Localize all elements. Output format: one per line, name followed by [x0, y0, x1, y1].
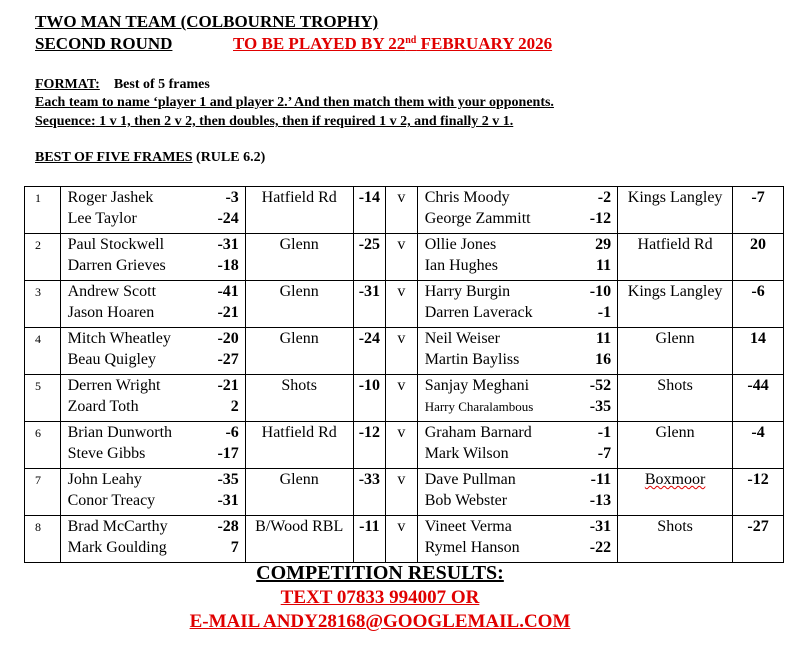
away-player-1-score: -52: [589, 377, 612, 394]
away-total: 14: [733, 328, 784, 375]
away-total: 20: [733, 234, 784, 281]
home-player-1: Paul Stockwell: [67, 236, 165, 253]
away-club-name: Glenn: [655, 330, 695, 347]
match-row: [25, 469, 784, 516]
away-player-1-score: -11: [590, 471, 612, 488]
home-player-1: Andrew Scott: [67, 283, 157, 300]
home-player-1-score: -35: [217, 471, 239, 488]
away-player-1-score: -2: [597, 189, 612, 206]
away-player-1-score: -1: [597, 424, 612, 441]
versus: v: [386, 516, 418, 563]
home-player-1-score: -3: [225, 189, 239, 206]
match-row: [25, 281, 784, 328]
away-club-name: Hatfield Rd: [637, 236, 713, 253]
home-player-2-score: -18: [217, 257, 239, 274]
away-player-1: Vineet Verma: [424, 518, 512, 535]
away-player-2: Darren Laverack: [424, 304, 533, 321]
away-players: [417, 516, 617, 563]
home-club: Shots: [245, 375, 353, 422]
versus: v: [386, 281, 418, 328]
match-number: 3: [25, 281, 61, 328]
home-total: -12: [353, 422, 386, 469]
away-total: -27: [733, 516, 784, 563]
match-row: [25, 234, 784, 281]
home-players: [60, 375, 245, 422]
home-player-2: Steve Gibbs: [67, 445, 146, 462]
away-club: [618, 469, 733, 516]
away-player-2: Martin Bayliss: [424, 351, 520, 368]
home-club: Hatfield Rd: [245, 422, 353, 469]
home-total: -24: [353, 328, 386, 375]
away-total: -6: [733, 281, 784, 328]
away-total: -12: [733, 469, 784, 516]
home-player-2-score: -24: [217, 210, 239, 227]
match-number: 7: [25, 469, 61, 516]
match-number: 4: [25, 328, 61, 375]
home-player-1: John Leahy: [67, 471, 142, 488]
versus: v: [386, 187, 418, 234]
match-number: 8: [25, 516, 61, 563]
away-player-2-score: 16: [595, 351, 612, 368]
text-contact: TEXT 07833 994007 OR: [280, 587, 480, 608]
away-club: [618, 187, 733, 234]
home-players: [60, 187, 245, 234]
away-player-2-score: -12: [589, 210, 612, 227]
away-player-2-score: -35: [589, 398, 612, 415]
home-player-1: Mitch Wheatley: [67, 330, 171, 347]
home-total: -10: [353, 375, 386, 422]
away-player-1-score: -31: [589, 518, 612, 535]
match-number: 6: [25, 422, 61, 469]
away-player-1: Sanjay Meghani: [424, 377, 530, 394]
match-row: [25, 375, 784, 422]
match-number: 1: [25, 187, 61, 234]
home-players: [60, 469, 245, 516]
home-player-2-score: 7: [230, 539, 239, 556]
home-players: [60, 422, 245, 469]
match-row: [25, 516, 784, 563]
home-player-2: Mark Goulding: [67, 539, 167, 556]
away-player-2-score: -1: [597, 304, 612, 321]
sequence-label: Sequence:: [35, 114, 96, 129]
away-player-2-score: 11: [595, 257, 612, 274]
away-player-1-score: 29: [595, 236, 612, 253]
away-players: [417, 281, 617, 328]
home-players: [60, 281, 245, 328]
home-club: Glenn: [245, 234, 353, 281]
home-club: Glenn: [245, 281, 353, 328]
home-player-2-score: -17: [217, 445, 239, 462]
away-club-name: Shots: [657, 518, 693, 535]
home-player-1-score: -20: [217, 330, 239, 347]
away-club: [618, 422, 733, 469]
away-player-2: Bob Webster: [424, 492, 508, 509]
away-club: [618, 281, 733, 328]
rule-line: [35, 150, 265, 166]
home-player-1-score: -21: [217, 377, 239, 394]
home-player-2: Lee Taylor: [67, 210, 137, 227]
away-player-2: Ian Hughes: [424, 257, 498, 274]
format-value: Best of 5 frames: [113, 77, 210, 92]
home-players: [60, 516, 245, 563]
away-players: [417, 375, 617, 422]
away-club: [618, 375, 733, 422]
versus: v: [386, 234, 418, 281]
away-player-2: Harry Charalambous: [424, 399, 534, 414]
away-club-name: Kings Langley: [627, 189, 723, 206]
away-player-2-score: -13: [589, 492, 612, 509]
away-player-2: George Zammitt: [424, 210, 531, 227]
home-player-2: Beau Quigley: [67, 351, 157, 368]
away-total: -44: [733, 375, 784, 422]
format-label: FORMAT:: [35, 77, 100, 92]
away-player-1: Chris Moody: [424, 189, 510, 206]
home-player-2-score: -21: [217, 304, 239, 321]
away-player-1-score: -10: [589, 283, 612, 300]
away-club: [618, 516, 733, 563]
away-player-1: Dave Pullman: [424, 471, 516, 488]
away-club-name: Glenn: [655, 424, 695, 441]
versus: v: [386, 469, 418, 516]
sequence-value: 1 v 1, then 2 v 2, then doubles, then if required 1 v 2, and finally 2 v 1.: [95, 114, 514, 129]
away-club-name: Shots: [657, 377, 693, 394]
home-player-2-score: 2: [230, 398, 239, 415]
home-club: Glenn: [245, 469, 353, 516]
versus: v: [386, 375, 418, 422]
versus: v: [386, 422, 418, 469]
home-players: [60, 234, 245, 281]
home-player-2-score: -31: [217, 492, 239, 509]
away-player-1: Harry Burgin: [424, 283, 511, 300]
away-player-1: Neil Weiser: [424, 330, 500, 347]
away-player-2-score: -7: [597, 445, 612, 462]
deadline-suffix: nd: [405, 35, 417, 46]
home-players: [60, 328, 245, 375]
away-players: [417, 469, 617, 516]
home-player-1: Derren Wright: [67, 377, 161, 394]
match-number: 5: [25, 375, 61, 422]
home-player-1-score: -31: [217, 236, 239, 253]
format-line: [35, 77, 210, 93]
home-total: -14: [353, 187, 386, 234]
away-club-name: Kings Langley: [627, 283, 723, 300]
home-player-2: Zoard Toth: [67, 398, 139, 415]
away-player-2: Rymel Hanson: [424, 539, 520, 556]
away-players: [417, 234, 617, 281]
sequence-line: [35, 114, 513, 130]
away-player-2: Mark Wilson: [424, 445, 509, 462]
results-table: [24, 186, 784, 563]
home-player-1: Roger Jashek: [67, 189, 154, 206]
home-total: -25: [353, 234, 386, 281]
match-row: [25, 422, 784, 469]
home-player-1: Brian Dunworth: [67, 424, 173, 441]
home-player-1-score: -28: [217, 518, 239, 535]
away-players: [417, 187, 617, 234]
home-player-1-score: -6: [225, 424, 239, 441]
away-club: [618, 234, 733, 281]
match-number: 2: [25, 234, 61, 281]
home-club: B/Wood RBL: [245, 516, 353, 563]
deadline-rest: FEBRUARY 2026: [416, 34, 553, 53]
away-club: [618, 328, 733, 375]
deadline: [233, 34, 552, 54]
away-players: [417, 422, 617, 469]
home-club: Hatfield Rd: [245, 187, 353, 234]
home-club: Glenn: [245, 328, 353, 375]
rule-ref: (RULE 6.2): [192, 150, 266, 165]
home-player-1-score: -41: [217, 283, 239, 300]
home-player-2-score: -27: [217, 351, 239, 368]
competition-results-title: COMPETITION RESULTS:: [256, 562, 504, 584]
rule-label: BEST OF FIVE FRAMES: [35, 150, 193, 165]
email-contact: E-MAIL ANDY28168@GOOGLEMAIL.COM: [189, 611, 571, 632]
away-player-2-score: -22: [589, 539, 612, 556]
document-title: TWO MAN TEAM (COLBOURNE TROPHY): [35, 12, 379, 31]
away-players: [417, 328, 617, 375]
home-total: -11: [353, 516, 386, 563]
away-total: -7: [733, 187, 784, 234]
match-row: [25, 187, 784, 234]
home-player-2: Conor Treacy: [67, 492, 156, 509]
home-player-2: Darren Grieves: [67, 257, 166, 274]
away-player-1: Ollie Jones: [424, 236, 497, 253]
deadline-prefix: TO BE PLAYED BY 22: [233, 34, 406, 53]
away-club-name: Boxmoor: [644, 471, 706, 488]
round-label: SECOND ROUND: [35, 34, 173, 53]
home-total: -33: [353, 469, 386, 516]
versus: v: [386, 328, 418, 375]
away-player-1: Graham Barnard: [424, 424, 532, 441]
home-total: -31: [353, 281, 386, 328]
format-instructions: Each team to name ‘player 1 and player 2.’ And then match them with your opponents.: [35, 95, 554, 110]
home-player-1: Brad McCarthy: [67, 518, 168, 535]
match-row: [25, 328, 784, 375]
home-player-2: Jason Hoaren: [67, 304, 155, 321]
away-player-1-score: 11: [595, 330, 612, 347]
away-total: -4: [733, 422, 784, 469]
